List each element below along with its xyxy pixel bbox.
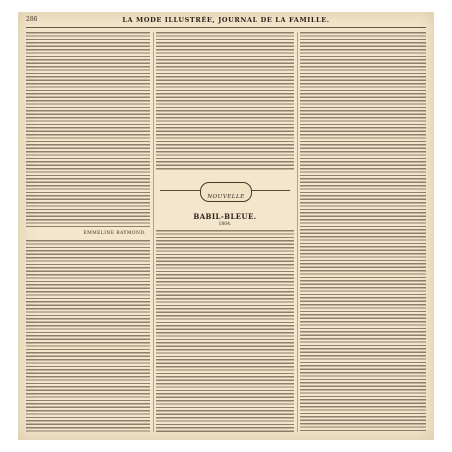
text-block [156, 32, 294, 170]
right-column [300, 32, 426, 432]
middle-column [156, 32, 294, 432]
newspaper-page [18, 12, 434, 440]
banner-ornament [200, 182, 252, 202]
column-divider-right [297, 32, 298, 432]
story-title: BABIL-BLEUE. [193, 212, 257, 221]
story-banner [156, 176, 294, 206]
author-signature: EMMELINE RAYMOND. [83, 231, 146, 236]
banner-label: NOUVELLE [207, 194, 245, 200]
journal-title: LA MODE ILLUSTRÉE, JOURNAL DE LA FAMILLE. [122, 16, 330, 24]
left-column [26, 32, 150, 432]
text-block [156, 230, 294, 432]
text-block [26, 240, 150, 432]
page-number: 286 [26, 16, 38, 23]
text-block [300, 32, 426, 432]
header-rule [26, 27, 426, 28]
text-block [26, 32, 150, 228]
story-subtitle: 1864. [218, 222, 232, 227]
column-divider-left [153, 32, 154, 432]
